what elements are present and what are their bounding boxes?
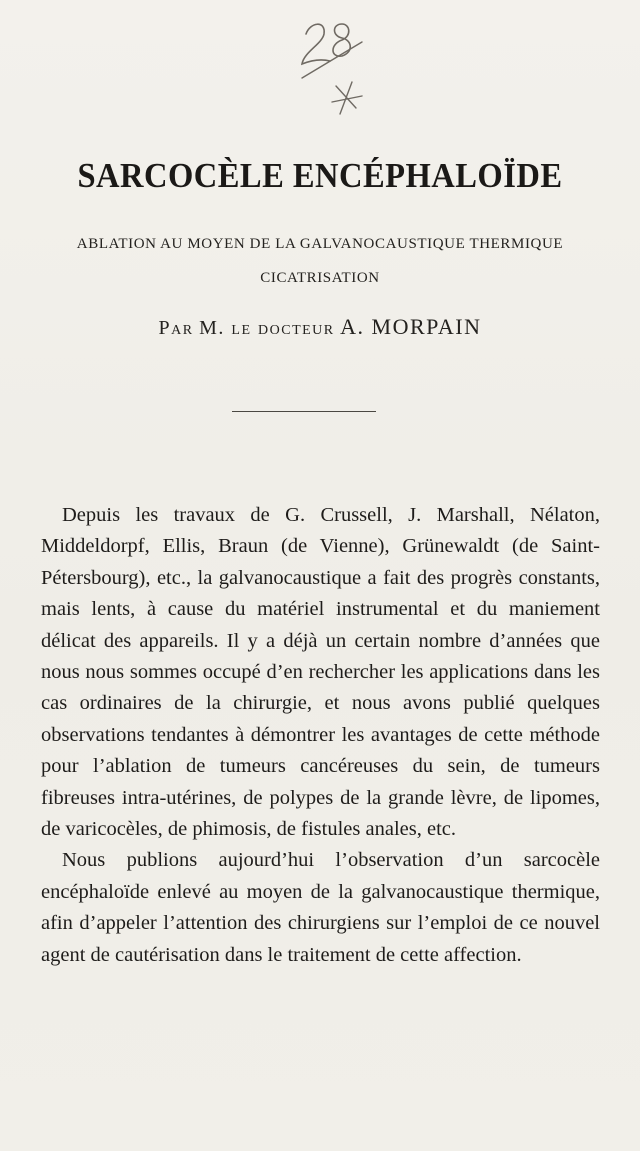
author-line — [0, 314, 640, 340]
section-divider — [232, 411, 376, 412]
subtitle-line-1: ABLATION AU MOYEN DE LA GALVANOCAUSTIQUE THERMIQUE — [76, 236, 564, 252]
author-name: A. MORPAIN — [340, 314, 482, 339]
author-title: M. le docteur — [199, 317, 335, 339]
body-text — [41, 500, 600, 971]
paragraph-2: Nous publions aujourd’hui l’observation d’un sarcocèle encéphaloïde enlevé au moyen de la galvanocaustique thermique, afin d’appeler l’attention des chirurgiens sur l’emploi de ce nouvel agent de cautérisation dans le traitement de cette affection. — [41, 849, 600, 966]
paragraph-1: Depuis les travaux de G. Crussell, J. Marshall, Nélaton, Middeldorpf, Ellis, Braun (de Vienne), Grünewaldt (de Saint-Pétersbourg), etc., la galvanocaustique a fait des progrès constants, mais lents, à cause du matériel instrumental et du maniement délicat des appareils. Il y a déjà un certain nombre d’années que nous nous sommes occupé d’en rechercher les applications dans les cas ordinaires de la chirurgie, et nous avons publié quelques observations tendantes à démontrer les avantages de cette méthode pour l’ablation de tumeurs cancéreuses du sein, de tumeurs fibreuses intra-utérines, de polypes de la grande lèvre, de lipomes, de varicocèles, de phimosis, de fistules anales, etc. — [41, 504, 600, 841]
subtitle-line-2: CICATRISATION — [260, 270, 380, 286]
handwritten-annotation — [292, 12, 372, 122]
document-title: SARCOCÈLE ENCÉPHALOÏDE — [77, 156, 563, 195]
author-prefix: Par — [158, 317, 194, 339]
